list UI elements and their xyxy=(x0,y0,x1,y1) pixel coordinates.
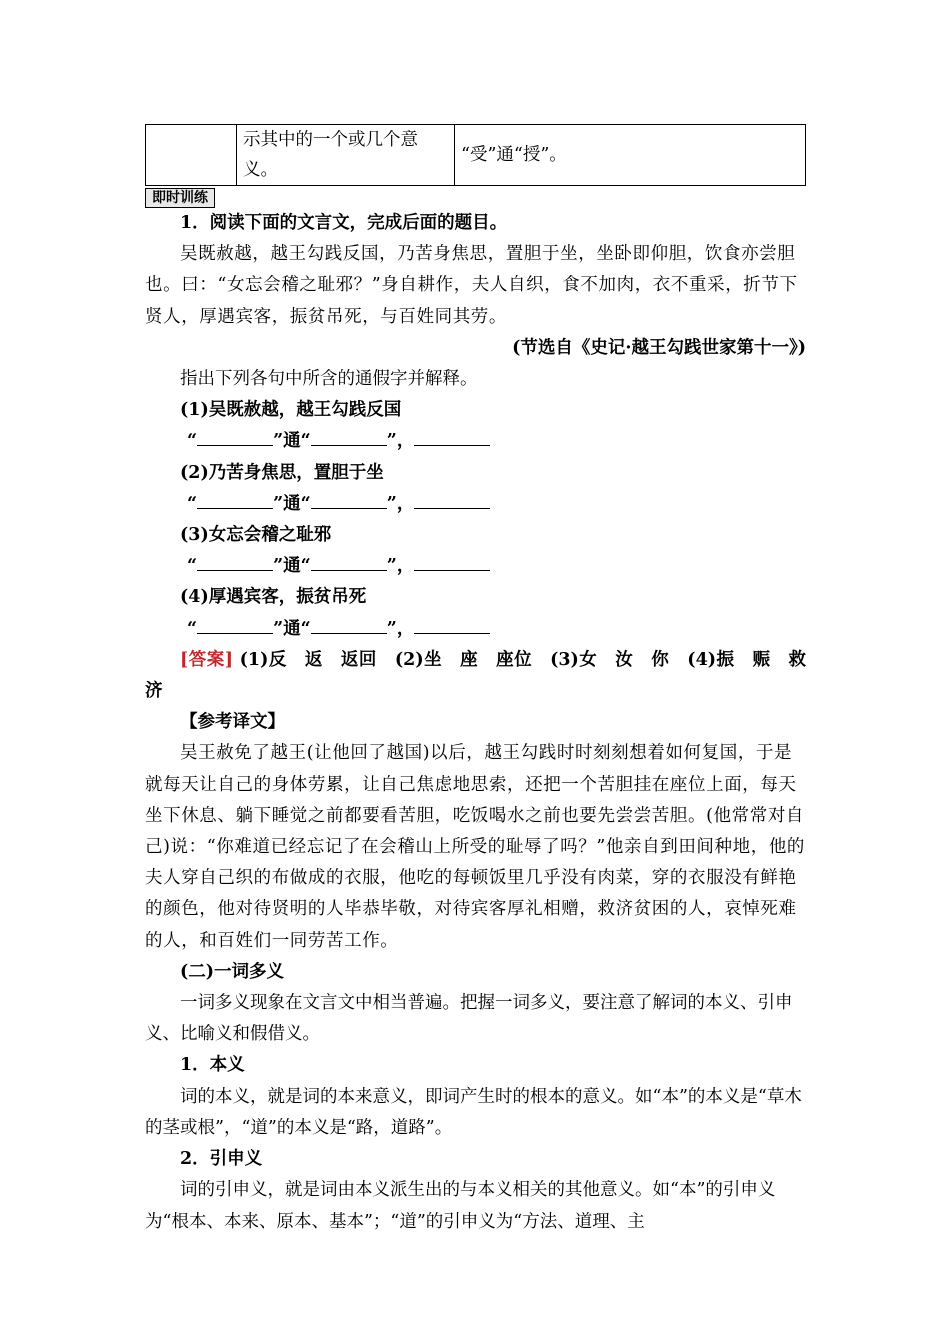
subsection-text-2: 词的引申义，就是词由本义派生出的与本义相关的其他意义。如“本”的引申义为“根本、本来、原本、基本”；“道”的引申义为“方法、道理、主 xyxy=(145,1180,776,1232)
subsection-title-1: 1．本义 xyxy=(180,1055,245,1076)
question-title: 1．阅读下面的文言文，完成后面的题目。 xyxy=(180,213,508,233)
answer-text: (1)反 返 返回 (2)坐 座 座位 (3)女 汝 你 (4)振 赈 救济 xyxy=(145,649,807,702)
answer-blank-line-3: “ ”通“ ”， xyxy=(145,551,806,582)
blank-field[interactable] xyxy=(197,552,273,571)
passage-source: (节选自《史记·越王勾践世家第十一》) xyxy=(512,337,806,358)
practice-tag: 即时训练 xyxy=(145,186,806,208)
table-cell-empty xyxy=(146,125,237,186)
sub-question-1: (1)吴既赦越，越王勾践反国 xyxy=(180,400,402,421)
blank-field[interactable] xyxy=(414,490,490,509)
blank-field[interactable] xyxy=(311,615,387,634)
answer-blank-line-1: “ ”通“ ”， xyxy=(145,426,806,457)
sub-question-4: (4)厚遇宾客，振贫吊死 xyxy=(180,587,367,608)
document-page xyxy=(145,124,806,1238)
blank-field[interactable] xyxy=(197,427,273,446)
blank-field[interactable] xyxy=(311,552,387,571)
definition-table xyxy=(145,124,806,186)
blank-field[interactable] xyxy=(197,615,273,634)
translation-text: 吴王赦免了越王(让他回了越国)以后，越王勾践时时刻刻想着如何复国，于是就每天让自己的身体劳累，让自己焦虑地思索，还把一个苦胆挂在座位上面，每天坐下休息、躺下睡觉之前都要看苦胆，吃饭喝水之前也要先尝尝苦胆。(他常常对自己)说：“你难道已经忘记了在会稽山上所受的耻辱了吗？”他亲自到田间种地，他的夫人穿自己织的布做成的衣服，他吃的每顿饭里几乎没有肉菜，穿的衣服没有鲜艳的颜色，他对待贤明的人毕恭毕敬，对待宾客厚礼相赠，救济贫困的人，哀悼死难的人，和百姓们一同劳苦工作。 xyxy=(145,743,806,951)
classical-passage: 吴既赦越，越王勾践反国，乃苦身焦思，置胆于坐，坐卧即仰胆，饮食亦尝胆也。曰：“女忘会稽之耻邪？”身自耕作，夫人自织，食不加肉，衣不重采，折节下贤人，厚遇宾客，振贫吊死，与百姓同其劳。 xyxy=(145,244,798,327)
translation-heading: 【参考译文】 xyxy=(180,712,285,733)
table-cell-description: 示其中的一个或几个意义。 xyxy=(237,125,455,186)
blank-field[interactable] xyxy=(197,490,273,509)
table-row xyxy=(146,125,806,186)
answer-block xyxy=(145,645,806,707)
blank-field[interactable] xyxy=(414,615,490,634)
table-cell-example: “受”通“授”。 xyxy=(455,125,806,186)
subsection-title-2: 2．引申义 xyxy=(180,1149,263,1170)
blank-field[interactable] xyxy=(414,427,490,446)
sub-question-3: (3)女忘会稽之耻邪 xyxy=(180,525,332,546)
blank-field[interactable] xyxy=(311,490,387,509)
section-heading: (二)一词多义 xyxy=(180,961,285,982)
sub-question-2: (2)乃苦身焦思，置胆于坐 xyxy=(180,462,384,483)
subsection-text-1: 词的本义，就是词的本来意义，即词产生时的根本的意义。如“本”的本义是“草木的茎或根”，“道”的本义是“路，道路”。 xyxy=(145,1086,802,1138)
answer-blank-line-4: “ ”通“ ”， xyxy=(145,614,806,645)
question-instruction: 指出下列各句中所含的通假字并解释。 xyxy=(180,369,478,390)
section-intro: 一词多义现象在文言文中相当普遍。把握一词多义，要注意了解词的本义、引申义、比喻义和假借义。 xyxy=(145,993,793,1045)
blank-field[interactable] xyxy=(311,427,387,446)
answer-blank-line-2: “ ”通“ ”， xyxy=(145,489,806,520)
blank-field[interactable] xyxy=(414,552,490,571)
answer-label: [答案] xyxy=(180,649,234,670)
